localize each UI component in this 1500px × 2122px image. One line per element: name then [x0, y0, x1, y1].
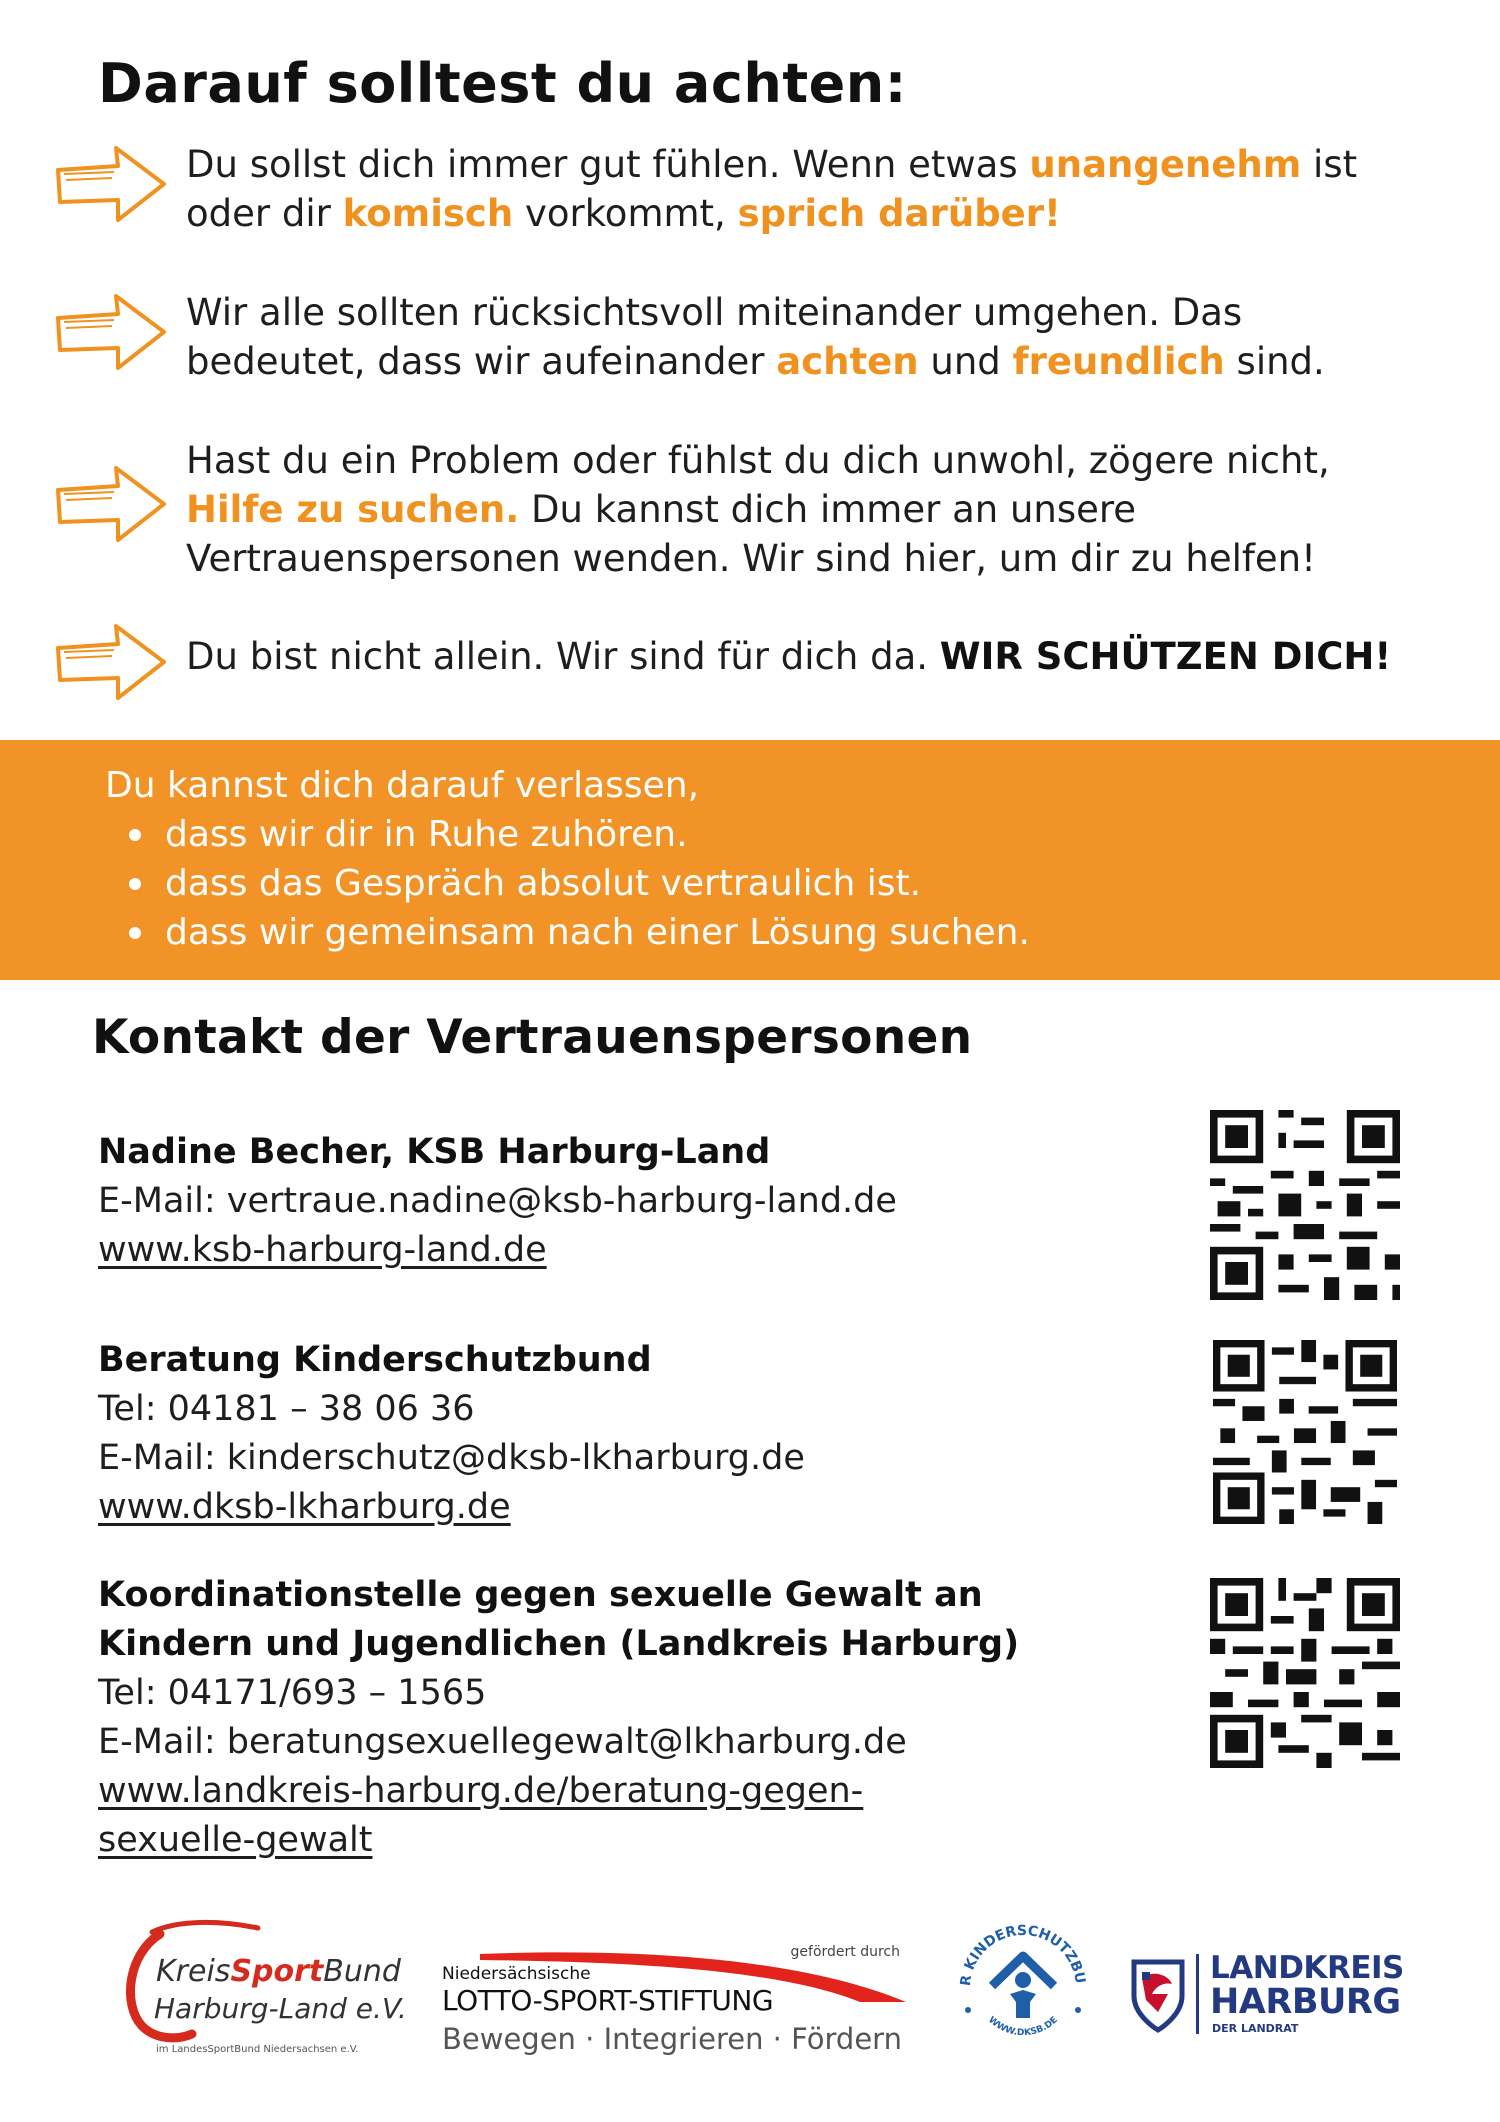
- highlight-word: freundlich: [1012, 340, 1225, 383]
- ksb-text: Harburg-Land e.V.: [154, 1992, 407, 2025]
- page-title: Darauf solltest du achten:: [98, 52, 907, 115]
- contact-koordinationsstelle: [98, 1571, 1148, 1865]
- text-segment: Du sollst dich immer gut fühlen. Wenn etwas: [186, 143, 1030, 186]
- lotto-slogan: Bewegen · Integrieren · Fördern: [442, 2022, 902, 2056]
- text-segment: oder dir: [186, 192, 343, 235]
- contact-section-title: Kontakt der Vertrauenspersonen: [92, 1010, 973, 1065]
- text-segment: ist: [1301, 143, 1358, 186]
- landkreis-divider: [1196, 1954, 1199, 2034]
- logo-lotto-sport-stiftung: [440, 1938, 910, 2068]
- list-item: dass wir gemeinsam nach einer Lösung suchen.: [125, 908, 1030, 957]
- point-text: [186, 436, 1426, 583]
- ksb-swoosh-icon: [108, 1914, 428, 2064]
- contact-name: Kindern und Jugendlichen (Landkreis Harburg): [98, 1624, 1020, 1664]
- text-line: Vertrauenspersonen wenden. Wir sind hier, um dir zu helfen!: [186, 537, 1316, 580]
- logo-landkreis-harburg: [1128, 1950, 1428, 2040]
- qr-code-ksb[interactable]: [1210, 1110, 1400, 1300]
- text-segment: Du kannst dich immer an unsere: [519, 488, 1137, 531]
- dksb-house-child-icon: [948, 1910, 1098, 2060]
- logo-kinderschutzbund: [948, 1910, 1098, 2060]
- contact-kinderschutzbund: [98, 1336, 1148, 1532]
- contact-name: Nadine Becher, KSB Harburg-Land: [98, 1132, 771, 1172]
- dksb-arc-text: R KINDERSCHUTZBU: [957, 1922, 1088, 1987]
- hand-drawn-arrow-icon: [52, 288, 172, 378]
- list-item: dass das Gespräch absolut vertraulich ist.: [125, 859, 1030, 908]
- lotto-main: LOTTO-SPORT-STIFTUNG: [442, 1984, 774, 2017]
- contact-website-link[interactable]: www.dksb-lkharburg.de: [98, 1487, 511, 1527]
- point-text: [186, 288, 1426, 386]
- svg-text:WWW.DKSB.DE: [986, 2015, 1060, 2038]
- point-text: [186, 632, 1426, 681]
- contact-website-link[interactable]: www.ksb-harburg-land.de: [98, 1230, 547, 1270]
- ksb-subline: im LandesSportBund Niedersachsen e.V.: [156, 2044, 359, 2055]
- contact-name: Beratung Kinderschutzbund: [98, 1340, 652, 1380]
- highlight-word: Hilfe zu suchen.: [186, 488, 520, 531]
- logo-kreissportbund: [108, 1914, 428, 2064]
- text-segment: vorkommt,: [513, 192, 738, 235]
- hand-drawn-arrow-icon: [52, 140, 172, 230]
- text-segment: bedeutet, dass wir aufeinander: [186, 340, 777, 383]
- contact-email[interactable]: E-Mail: kinderschutz@dksb-lkharburg.de: [98, 1438, 805, 1478]
- text-line: Hast du ein Problem oder fühlst du dich unwohl, zögere nicht,: [186, 439, 1330, 482]
- hand-drawn-arrow-icon: [52, 618, 172, 708]
- landkreis-line3: DER LANDRAT: [1212, 2022, 1299, 2035]
- contact-phone[interactable]: Tel: 04171/693 – 1565: [98, 1673, 487, 1713]
- text-segment: sind.: [1224, 340, 1325, 383]
- highlight-word: unangenehm: [1029, 143, 1302, 186]
- text-segment: und: [918, 340, 1013, 383]
- list-item: dass wir dir in Ruhe zuhören.: [125, 810, 1030, 859]
- qr-code-dksb[interactable]: [1213, 1340, 1397, 1524]
- contact-website-link[interactable]: sexuelle-gewalt: [98, 1820, 373, 1860]
- landkreis-crest-icon: [1128, 1956, 1188, 2036]
- contact-email[interactable]: E-Mail: beratungsexuellegewalt@lkharburg.de: [98, 1722, 907, 1762]
- assurance-band: [0, 740, 1500, 980]
- hand-drawn-arrow-icon: [52, 460, 172, 550]
- point-text: [186, 140, 1426, 238]
- qr-code-landkreis[interactable]: [1210, 1578, 1400, 1768]
- highlight-word: komisch: [342, 192, 514, 235]
- contact-website-link[interactable]: www.landkreis-harburg.de/beratung-gegen-: [98, 1771, 864, 1811]
- assurance-intro: Du kannst dich darauf verlassen,: [105, 765, 700, 806]
- contact-email[interactable]: E-Mail: vertraue.nadine@ksb-harburg-land.de: [98, 1181, 897, 1221]
- contact-phone[interactable]: Tel: 04181 – 38 06 36: [98, 1389, 475, 1429]
- dksb-arc-text: WWW.DKSB.DE: [986, 2015, 1060, 2039]
- contact-ksb: [98, 1128, 1148, 1275]
- highlight-word: sprich darüber!: [737, 192, 1061, 235]
- ksb-text: Bund: [323, 1954, 401, 1989]
- ksb-text: Sport: [230, 1954, 324, 1989]
- text-line: Wir alle sollten rücksichtsvoll miteinander umgehen. Das: [186, 291, 1243, 334]
- ksb-text: Kreis: [156, 1954, 231, 1989]
- highlight-word: achten: [776, 340, 919, 383]
- contact-name: Koordinationstelle gegen sexuelle Gewalt an: [98, 1575, 983, 1615]
- lotto-small: Niedersächsische: [442, 1964, 591, 1984]
- emphasis-text: WIR SCHÜTZEN DICH!: [939, 635, 1392, 678]
- lotto-funded-by: gefördert durch: [790, 1944, 900, 1960]
- landkreis-line2: HARBURG: [1210, 1982, 1401, 2022]
- text-segment: Du bist nicht allein. Wir sind für dich da.: [186, 635, 940, 678]
- assurance-list: [125, 810, 1030, 957]
- landkreis-line1: LANDKREIS: [1210, 1950, 1404, 1986]
